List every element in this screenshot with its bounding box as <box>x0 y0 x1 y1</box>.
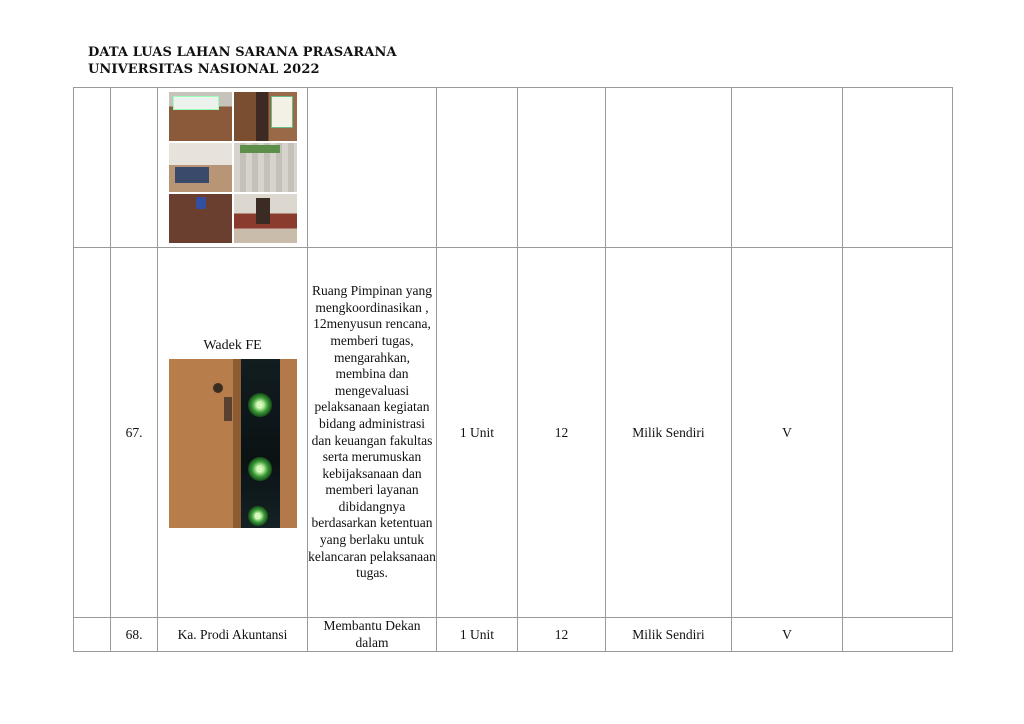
table-row <box>74 248 953 618</box>
photo-tile <box>234 143 297 192</box>
row-index-cell <box>74 248 111 618</box>
quantity-cell: 1 Unit <box>437 618 518 652</box>
description-cell <box>308 88 437 248</box>
facility-table <box>73 87 953 652</box>
note-cell <box>843 248 953 618</box>
photo-tile <box>234 194 297 243</box>
room-photo-collage-icon <box>169 92 297 243</box>
quantity-cell <box>437 88 518 248</box>
glow-icon: ꞩ <box>248 457 272 481</box>
check-cell: V <box>732 618 843 652</box>
note-cell <box>843 618 953 652</box>
row-number-cell <box>111 88 158 248</box>
photo-tile <box>169 194 232 243</box>
document-title-line1: DATA LUAS LAHAN SARANA PRASARANA <box>88 45 397 60</box>
table-row <box>74 88 953 248</box>
table-row <box>74 618 953 652</box>
row-index-cell <box>74 618 111 652</box>
quantity-cell: 1 Unit <box>437 248 518 618</box>
description-text: Membantu Dekan dalam <box>323 618 421 650</box>
photo-tile <box>169 143 232 192</box>
ownership-cell: Milik Sendiri <box>606 618 732 652</box>
glow-icon: ꞩ <box>248 393 272 417</box>
room-name: Wadek FE <box>203 337 262 353</box>
check-cell: V <box>732 248 843 618</box>
door-photo-icon <box>169 359 297 528</box>
ownership-cell: Milik Sendiri <box>606 248 732 618</box>
area-cell: 12 <box>518 618 606 652</box>
photo-tile <box>234 92 297 141</box>
photo-tile <box>169 92 232 141</box>
room-photo-cell <box>158 88 308 248</box>
glow-icon: ꞩ <box>248 506 268 526</box>
ownership-cell <box>606 88 732 248</box>
check-cell <box>732 88 843 248</box>
note-cell <box>843 88 953 248</box>
row-index-cell <box>74 88 111 248</box>
room-photo-cell <box>158 248 308 618</box>
document-title-line2: UNIVERSITAS NASIONAL 2022 <box>88 62 320 77</box>
description-cell <box>308 618 437 652</box>
room-name-cell: Ka. Prodi Akuntansi <box>158 618 308 652</box>
document-title <box>88 44 397 78</box>
row-number-cell: 68. <box>111 618 158 652</box>
area-cell <box>518 88 606 248</box>
description-cell: Ruang Pimpinan yang mengkoordinasikan , 12menyusun rencana, memberi tugas, mengarahkan, membina dan mengevaluasi pelaksanaan kegiatan bidang administrasi dan keuangan fakultas serta merumuskan kebijaksanaan dan memberi layanan dibidangnya berdasarkan ketentuan yang berlaku untuk kelancaran pelaksanaan tugas. <box>308 248 437 618</box>
area-cell: 12 <box>518 248 606 618</box>
row-number-cell: 67. <box>111 248 158 618</box>
